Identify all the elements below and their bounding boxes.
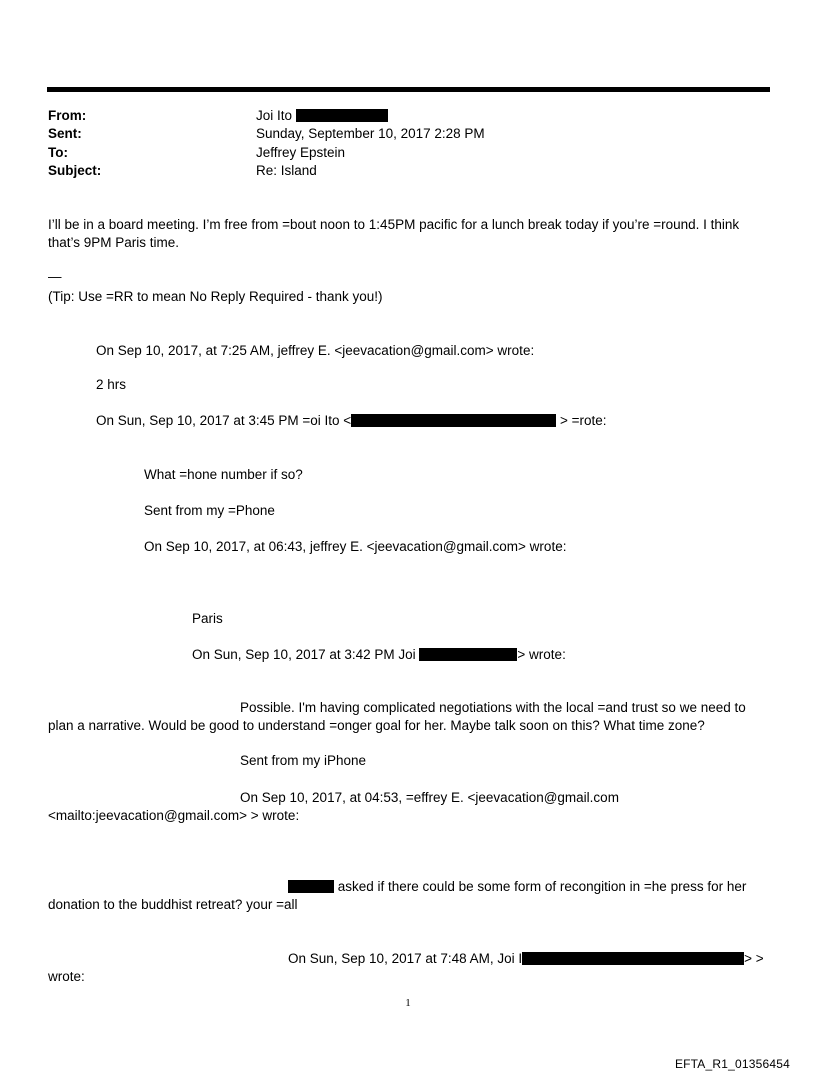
quote-sent-from: Sent from my iPhone	[240, 753, 367, 768]
subject-label: Subject:	[48, 163, 102, 178]
quote-body-5-line-1	[288, 878, 746, 896]
signature-dash: —	[48, 269, 62, 284]
body-paragraph-line-1: I’ll be in a board meeting. I’m free from =bout noon to 1:45PM pacific for a lunch break today if you’re =round. I think	[48, 217, 740, 232]
redaction-block	[288, 880, 334, 893]
quote-header-4-start: On Sun, Sep 10, 2017 at 3:42 PM Joi	[192, 647, 416, 662]
quote-body-4-line-1: Possible. I'm having complicated negotiations with the local =and trust so we need to	[240, 700, 746, 715]
quote-header-6-start: On Sun, Sep 10, 2017 at 7:48 AM, Joi I	[288, 951, 523, 966]
quote-header-1: On Sep 10, 2017, at 7:25 AM, jeffrey E. <jeevacation@gmail.com> wrote:	[96, 343, 535, 358]
quote-body-3: Paris	[192, 611, 223, 626]
quote-body-4-line-2: plan a narrative. Would be good to understand =onger goal for her. Maybe talk soon on this? What time zone?	[48, 718, 705, 733]
sent-label: Sent:	[48, 126, 82, 141]
page-number: 1	[405, 997, 411, 1009]
from-name: Joi Ito	[256, 108, 293, 123]
quote-header-4-end: > wrote:	[517, 647, 566, 662]
quote-body-2a: What =hone number if so?	[144, 467, 303, 482]
quote-body-2b: Sent from my =Phone	[144, 503, 275, 518]
quote-header-6-end: > >	[744, 951, 764, 966]
document-id: EFTA_R1_01356454	[674, 1057, 790, 1071]
to-value: Jeffrey Epstein	[256, 145, 346, 160]
quote-header-5-line-2: <mailto:jeevacation@gmail.com> > wrote:	[48, 808, 300, 823]
redaction-block	[351, 414, 556, 427]
redaction-block	[522, 952, 744, 965]
quote-body-5-text: asked if there could be some form of recongition in =he press for her	[334, 879, 747, 894]
header-divider-bar	[47, 87, 770, 92]
quote-header-6	[288, 950, 764, 968]
quote-header-2-end: > =rote:	[559, 413, 607, 428]
redaction-block	[419, 648, 517, 661]
to-label: To:	[48, 145, 68, 160]
quote-header-6-line-2: wrote:	[48, 969, 85, 984]
quote-header-2-start: On Sun, Sep 10, 2017 at 3:45 PM =oi Ito <	[96, 413, 352, 428]
body-paragraph-line-2: that’s 9PM Paris time.	[48, 235, 180, 250]
quote-body-1: 2 hrs	[96, 377, 127, 392]
subject-value: Re: Island	[256, 163, 317, 178]
quote-header-4	[192, 646, 566, 664]
from-value	[256, 108, 388, 123]
redaction-block	[296, 109, 388, 122]
sent-value: Sunday, September 10, 2017 2:28 PM	[256, 126, 485, 141]
quote-header-2	[96, 412, 607, 430]
tip-line: (Tip: Use =RR to mean No Reply Required - thank you!)	[48, 289, 383, 304]
quote-header-3: On Sep 10, 2017, at 06:43, jeffrey E. <jeevacation@gmail.com> wrote:	[144, 539, 567, 554]
from-label: From:	[48, 108, 87, 123]
quote-header-5-line-1: On Sep 10, 2017, at 04:53, =effrey E. <jeevacation@gmail.com	[240, 790, 619, 805]
quote-body-5-line-2: donation to the buddhist retreat? your =all	[48, 897, 298, 912]
